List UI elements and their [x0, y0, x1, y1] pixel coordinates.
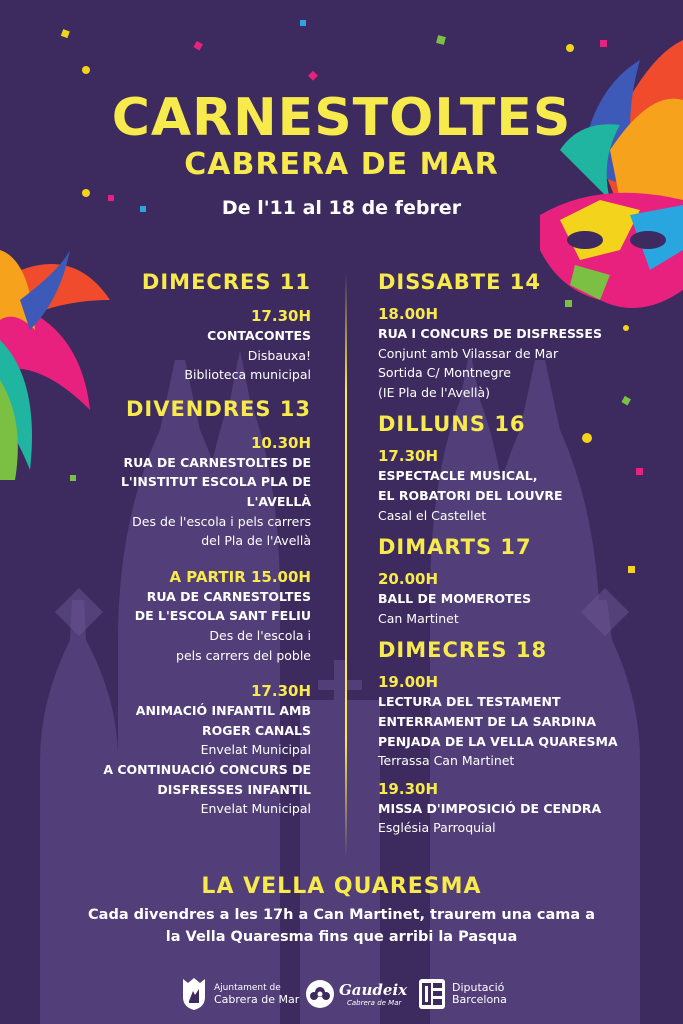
vella-quaresma-text: la Vella Quaresma fins que arribi la Pasqua: [165, 929, 518, 945]
event-title: BALL DE MOMEROTES: [378, 591, 532, 607]
event-title: ESPECTACLE MUSICAL,: [378, 468, 538, 484]
logo-text: Ajuntament de: [214, 983, 281, 993]
event-detail: Conjunt amb Vilassar de Mar: [378, 345, 559, 361]
event-title: RUA DE CARNESTOLTES: [146, 588, 311, 604]
event-detail: pels carrers del poble: [176, 647, 311, 663]
day-heading: DIMECRES 18: [378, 638, 548, 663]
event-location: Envelat Municipal: [200, 801, 311, 817]
event-time: 17.30H: [378, 447, 438, 466]
event-location: Biblioteca municipal: [184, 367, 311, 383]
event-detail: Disbauxa!: [247, 347, 311, 363]
event-title: RUA DE CARNESTOLTES DE: [123, 454, 311, 470]
event-time: 18.00H: [378, 305, 438, 323]
poster-subtitle: CABRERA DE MAR: [184, 147, 499, 182]
event-time: A PARTIR 15.00H: [169, 567, 311, 586]
logo-ajuntament: [180, 976, 299, 1012]
logo-text: Cabrera de Mar: [214, 993, 300, 1006]
logo-text: Gaudeix: [339, 981, 408, 999]
vella-quaresma-text: Cada divendres a les 17h a Can Martinet, traurem una cama a: [88, 907, 595, 923]
day-heading: DIVENDRES 13: [125, 396, 311, 421]
event-time: 19.00H: [378, 673, 438, 692]
event-location: Can Martinet: [378, 610, 459, 626]
diputacio-crest-icon: [418, 978, 446, 1010]
day-heading: DIMARTS 17: [378, 535, 532, 560]
right-column: [378, 268, 678, 838]
event-detail: del Pla de l'Avellà: [201, 533, 311, 549]
event-title: A CONTINUACIÓ CONCURS DE: [103, 761, 311, 777]
event-time: 19.30H: [378, 779, 438, 798]
logo-text: Cabrera de Mar: [347, 999, 402, 1007]
day-heading: DILLUNS 16: [378, 412, 526, 437]
event-title: ANIMACIÓ INFANTIL AMB: [135, 703, 311, 719]
date-range: De l'11 al 18 de febrer: [221, 197, 462, 219]
vella-quaresma-title: LA VELLA QUARESMA: [201, 874, 482, 899]
event-location: Església Parroquial: [378, 820, 496, 836]
day-heading: DISSABTE 14: [378, 270, 542, 294]
event-title: PENJADA DE LA VELLA QUARESMA: [378, 733, 618, 749]
event-title: ROGER CANALS: [202, 722, 311, 738]
day-heading: DIMECRES 11: [141, 270, 311, 294]
event-title: L'INSTITUT ESCOLA PLA DE: [120, 474, 311, 490]
event-time: 17.30H: [251, 682, 311, 701]
poster-title: CARNESTOLTES: [111, 88, 572, 148]
logo-gaudeix: [305, 976, 407, 1012]
event-detail: Des de l'escola i pels carrers: [132, 513, 311, 529]
event-location: Envelat Municipal: [200, 742, 311, 758]
event-detail: Des de l'escola i: [209, 627, 311, 643]
town-crest-icon: [180, 977, 208, 1011]
event-time: 17.30H: [251, 307, 311, 325]
event-time: 10.30H: [251, 433, 311, 452]
left-column: [11, 268, 311, 819]
flower-icon: [305, 979, 335, 1009]
event-title: DISFRESSES INFANTIL: [157, 781, 311, 797]
event-detail: Sortida C/ Montnegre: [378, 365, 511, 381]
column-divider: [345, 272, 347, 858]
logo-text: Diputació: [452, 981, 505, 994]
event-location: Casal el Castellet: [378, 507, 487, 523]
event-title: MISSA D'IMPOSICIÓ DE CENDRA: [378, 800, 602, 816]
event-title: LECTURA DEL TESTAMENT: [378, 694, 561, 710]
logo-text: Barcelona: [452, 993, 507, 1006]
event-location: Terrassa Can Martinet: [378, 753, 515, 769]
event-title: L'AVELLÀ: [246, 493, 311, 509]
event-title: DE L'ESCOLA SANT FELIU: [134, 608, 311, 624]
event-title: CONTACONTES: [207, 328, 311, 343]
event-detail: (IE Pla de l'Avellà): [378, 384, 490, 400]
event-title: ENTERRAMENT DE LA SARDINA: [378, 713, 597, 729]
event-time: 20.00H: [378, 570, 438, 589]
event-title: EL ROBATORI DEL LOUVRE: [378, 487, 563, 503]
logo-diputacio: [418, 976, 507, 1012]
event-title: RUA I CONCURS DE DISFRESSES: [378, 326, 602, 341]
